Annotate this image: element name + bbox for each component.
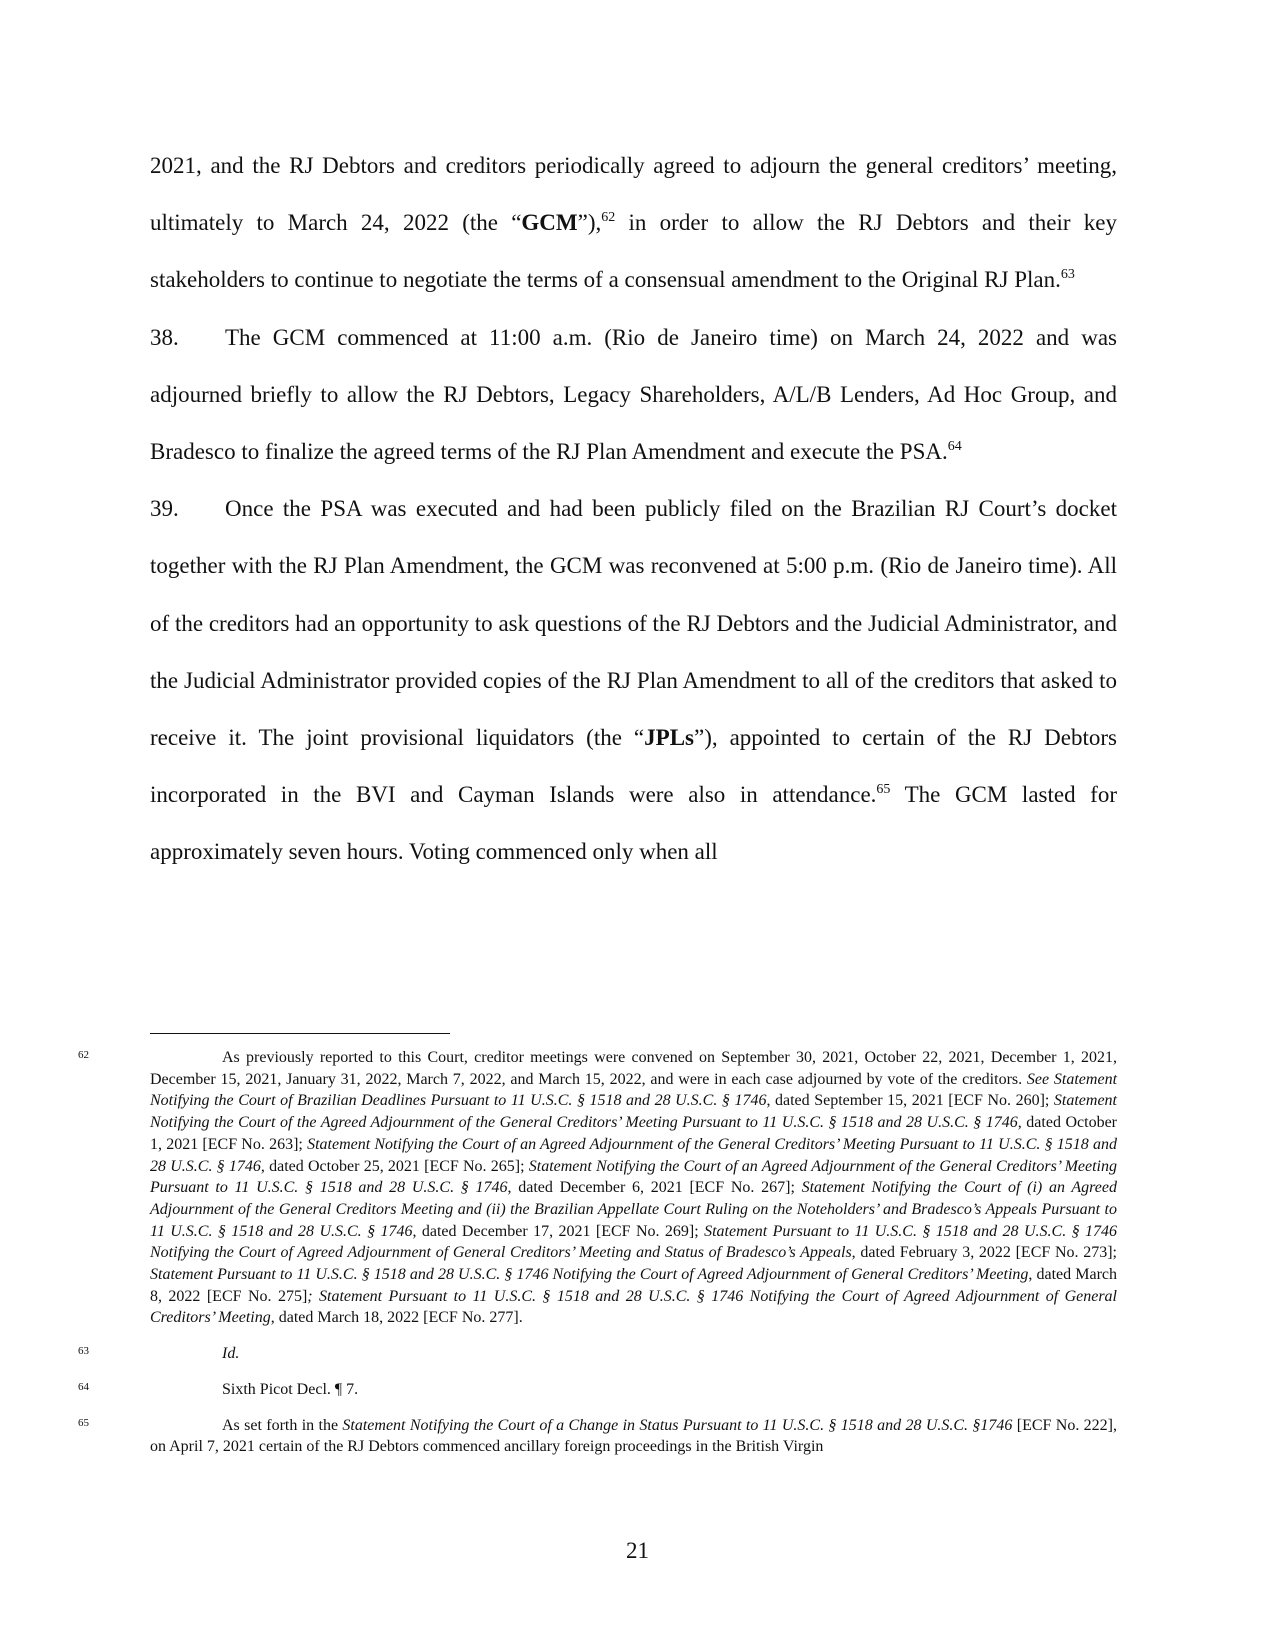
text-run: , dated October 25, 2021 [ECF No. 265]; bbox=[260, 1157, 529, 1175]
footnote-number: 65 bbox=[78, 1416, 89, 1429]
footnotes bbox=[78, 1047, 1118, 1472]
paragraph-continuation bbox=[150, 137, 1117, 309]
body-text bbox=[150, 137, 1117, 881]
footnote-number: 62 bbox=[78, 1049, 89, 1061]
defined-term-gcm: GCM bbox=[521, 210, 578, 236]
page-number: 21 bbox=[626, 1538, 649, 1563]
footnote-64 bbox=[78, 1379, 1117, 1401]
text-run: ”), bbox=[577, 210, 602, 236]
text-run: ”), appointed to certain of the RJ Debtors incorporated in the BVI and Cayman Islands were also in attendance. bbox=[150, 725, 1117, 808]
citation: Statement Notifying the Court of an Agreed Adjournment of the General Creditors’ Meeting Pursuant to 11 U.S.C. § 1518 and 28 U.S.C. § 1746 bbox=[150, 1157, 1117, 1197]
paragraph-39 bbox=[150, 480, 1117, 880]
paragraph-number: 39. bbox=[150, 496, 179, 522]
text-run: Sixth Picot Decl. ¶ 7. bbox=[222, 1380, 359, 1398]
footnote-ref-64[interactable]: 64 bbox=[947, 439, 962, 455]
text-run: in order to allow the RJ Debtors and their key stakeholders to continue to negotiate the terms of a consensual amendment to the Original RJ Plan. bbox=[150, 210, 1117, 293]
text-run: The GCM commenced at 11:00 a.m. (Rio de Janeiro time) on March 24, 2022 and was adjourned briefly to allow the RJ Debtors, Legacy Shareholders, A/L/B Lenders, Ad Hoc Group, and Bradesco to finalize the agreed terms of the RJ Plan Amendment and execute the PSA. bbox=[150, 324, 1117, 465]
text-run: , dated October 1, 2021 [ECF No. 263]; bbox=[150, 1114, 1117, 1153]
text-run: , dated December 6, 2021 [ECF No. 267]; bbox=[507, 1179, 802, 1197]
text-run: , dated March 18, 2022 [ECF No. 277]. bbox=[270, 1309, 523, 1327]
citation: Statement Notifying the Court of (i) an Agreed Adjournment of the General Creditors Meeting and (ii) the Brazilian Appellate Court Ruling on the Noteholders’ and Bradesco’s Appeals Pursuant to 11 U.S.C. § 1518 and 28 U.S.C. § 1746 bbox=[150, 1179, 1118, 1240]
footnote-ref-62[interactable]: 62 bbox=[601, 210, 616, 226]
citation: Id. bbox=[222, 1345, 240, 1363]
text-run: , dated February 3, 2022 [ECF No. 273]; bbox=[851, 1244, 1118, 1262]
citation: Statement Pursuant to 11 U.S.C. § 1518 and 28 U.S.C. § 1746 Notifying the Court of Agreed Adjournment of General Creditors’ Meeting bbox=[150, 1266, 1029, 1284]
text-run: 2021, and the RJ Debtors and creditors periodically agreed to adjourn the general creditors’ meeting, ultimately to March 24, 2022 (the “ bbox=[150, 153, 1117, 236]
text-run: , dated March 8, 2022 [ECF No. 275] bbox=[150, 1266, 1118, 1305]
paragraph-38 bbox=[150, 309, 1117, 481]
footnote-62 bbox=[78, 1047, 1118, 1329]
footnote-number: 64 bbox=[78, 1380, 89, 1393]
footnote-65 bbox=[78, 1415, 1118, 1458]
footnote-63 bbox=[78, 1343, 1117, 1365]
footnote-ref-65[interactable]: 65 bbox=[876, 782, 891, 798]
text-run: As set forth in the bbox=[222, 1416, 343, 1434]
text-run: The GCM lasted for approximately seven hours. Voting commenced only when all bbox=[150, 782, 1117, 865]
citation: See Statement Notifying the Court of Brazilian Deadlines Pursuant to 11 U.S.C. § 1518 and 28 U.S.C. § 1746 bbox=[150, 1070, 1118, 1110]
text-run: , dated December 17, 2021 [ECF No. 269]; bbox=[412, 1222, 705, 1240]
defined-term-jpls: JPLs bbox=[644, 725, 694, 751]
footnote-separator bbox=[150, 1033, 450, 1034]
citation: Statement Notifying the Court of an Agreed Adjournment of the General Creditors’ Meeting Pursuant to 11 U.S.C. § 1518 and 28 U.S.C. § 1746 bbox=[150, 1135, 1118, 1175]
text-run: Once the PSA was executed and had been publicly filed on the Brazilian RJ Court’s docket together with the RJ Plan Amendment, the GCM was reconvened at 5:00 p.m. (Rio de Janeiro time). All of the creditors had an opportunity to ask questions of the RJ Debtors and the Judicial Administrator, and the Judicial Administrator provided copies of the RJ Plan Amendment to all of the creditors that asked to receive it. The joint provisional liquidators (the “ bbox=[150, 496, 1117, 751]
text-run: As previously reported to this Court, creditor meetings were convened on September 30, 2021, October 22, 2021, December 1, 2021, December 15, 2021, January 31, 2022, March 7, 2022, and March 15, 2022, and were in each case adjourned by vote of the creditors. bbox=[150, 1049, 1117, 1088]
citation: ; Statement Pursuant to 11 U.S.C. § 1518 and 28 U.S.C. § 1746 Notifying the Court of Agreed Adjournment of General Creditors’ Meeting bbox=[150, 1287, 1117, 1327]
footnote-number: 63 bbox=[78, 1345, 89, 1358]
citation: Statement Pursuant to 11 U.S.C. § 1518 and 28 U.S.C. § 1746 Notifying the Court of Agreed Adjournment of General Creditors’ Meeting and Status of Bradesco’s Appeals bbox=[150, 1222, 1117, 1262]
citation: Statement Notifying the Court of a Change in Status Pursuant to 11 U.S.C. § 1518 and 28 U.S.C. §1746 bbox=[342, 1416, 1013, 1434]
footnote-ref-63[interactable]: 63 bbox=[1060, 267, 1075, 283]
citation: Statement Notifying the Court of the Agreed Adjournment of the General Creditors’ Meeting Pursuant to 11 U.S.C. § 1518 and 28 U.S.C. § 1746 bbox=[150, 1092, 1117, 1132]
text-run: [ECF No. 222], on April 7, 2021 certain of the RJ Debtors commenced ancillary foreign proceedings in the British Virgin bbox=[150, 1416, 1118, 1456]
text-run: , dated September 15, 2021 [ECF No. 260]; bbox=[766, 1092, 1054, 1110]
paragraph-number: 38. bbox=[150, 324, 179, 350]
